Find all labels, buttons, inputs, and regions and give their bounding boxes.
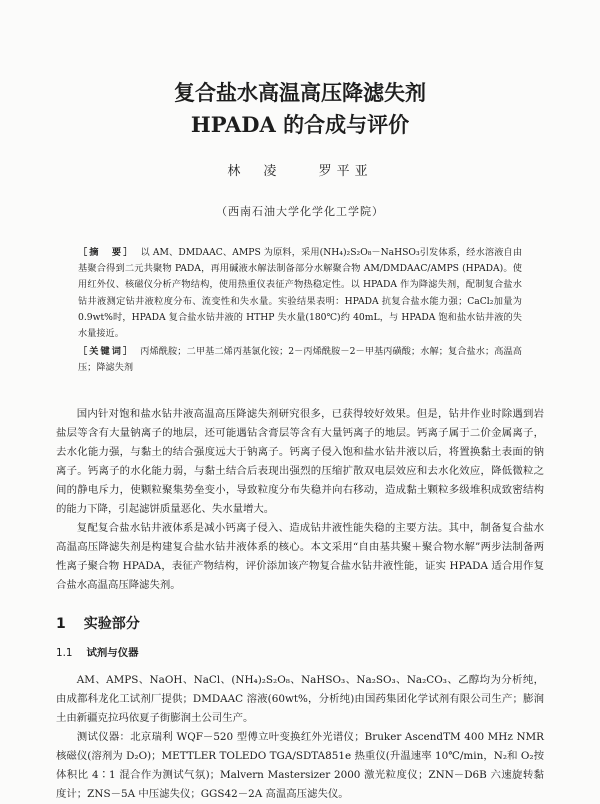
keywords-label: ［关键词］	[78, 346, 135, 358]
subsection-title: 试剂与仪器	[86, 646, 139, 659]
abstract-block	[78, 245, 522, 377]
section-heading	[56, 615, 544, 634]
abstract-paragraph	[78, 245, 522, 342]
subsection-heading	[56, 644, 544, 663]
abstract-text: 以 AM、DMDAAC、AMPS 为原料，采用(NH₄)₂S₂O₈－NaHSO₃引发体系，经水溶液自由基聚合得到二元共聚物 PADA，再用碱液水解法制备部分水解聚合物 AM/DMDAAC/AMPS (HPADA)。使用红外仪、核磁仪分析产物结构，使用热重仪表征产物热稳定性。以 HPADA 作为降滤失剂，配制复合盐水钻井液测定钻井液粒度分布、流变性和失水量。实验结果表明：HPADA 抗复合盐水能力强；CaCl₂加量为 0.9wt%时，HPADA 复合盐水钻井液的 HTHP 失水量(180℃)约 40mL，与 HPADA 饱和盐水钻井液的失水量接近。	[78, 247, 523, 340]
section-number: 1	[56, 615, 66, 632]
paper-title-line1: 复合盐水高温高压降滤失剂	[174, 80, 426, 105]
author-list	[56, 160, 544, 179]
paper-title-line2: HPADA 的合成与评价	[190, 112, 410, 137]
affiliation: （西南石油大学化学化工学院）	[216, 205, 384, 218]
abstract-label: ［摘 要］	[78, 247, 135, 258]
intro-paragraph-1: 国内针对饱和盐水钻井液高温高压降滤失剂研究很多，已获得较好效果。但是，钻井作业时除遇到岩盐层等含有大量钠离子的地层，还可能遇钻含膏层等含有大量钙离子的地层。钙离子属于二价金属离子，去水化能力强，与黏土的结合强度远大于钠离子。钙离子侵入饱和盐水钻井液以后，将置换黏土表面的钠离子。钙离子的水化能力弱，与黏土结合后表现出强烈的压缩扩散双电层效应和去水化效应，降低微粒之间的静电斥力，使颗粒聚集势垒变小，导致粒度分布失稳并向右移动，造成黏土颗粒多级堆积成致密结构的能力下降，引起滤饼质量恶化、失水量增大。	[56, 407, 544, 515]
instruments-paragraph: 测试仪器：北京瑞利 WQF－520 型傅立叶变换红外光谱仪；Bruker AscendTM 400 MHz NMR 核磁仪(溶剂为 D₂O)；METTLER TOLEDO TGA/SDTA851e 热重仪(升温速率 10℃/min，N₂和 O₂按体积比 4∶1 混合作为测试气氛)；Malvern Mastersizer 2000 激光粒度仪；ZNN－D6B 六速旋转黏度计；ZNS－5A 中压滤失仪；GGS42－2A 高温高压滤失仪。	[56, 730, 544, 800]
intro-paragraph-2: 复配复合盐水钻井液体系是减小钙离子侵入、造成钻井液性能失稳的主要方法。其中，制备复合盐水高温高压降滤失剂是构建复合盐水钻井液体系的核心。本文采用“自由基共聚＋聚合物水解”两步法制备两性离子聚合物 HPADA，表征产物结构，评价添加该产物复合盐水钻井液性能，证实 HPADA 适合用作复合盐水高温高压降滤失剂。	[56, 521, 544, 591]
keywords-paragraph	[78, 344, 522, 376]
subsection-number: 1.1	[56, 646, 73, 659]
reagents-paragraph: AM、AMPS、NaOH、NaCl、(NH₄)₂S₂O₈、NaHSO₃、Na₂SO₃、Na₂CO₃、乙醇均为分析纯，由成都科龙化工试剂厂提供；DMDAAC 溶液(60wt%，分析纯)由国药集团化学试剂有限公司生产；膨润土由新疆克拉玛依夏子街膨润土公司生产。	[56, 673, 544, 724]
section-title: 实验部分	[83, 615, 140, 632]
keywords-text: 丙烯酰胺；二甲基二烯丙基氯化铵；2－丙烯酰胺－2－甲基丙磺酸；水解；复合盐水；高温高压；降滤失剂	[78, 346, 522, 374]
author-name: 林 凌	[227, 164, 282, 179]
author-name: 罗平亚	[318, 164, 373, 179]
body-text	[56, 405, 544, 804]
